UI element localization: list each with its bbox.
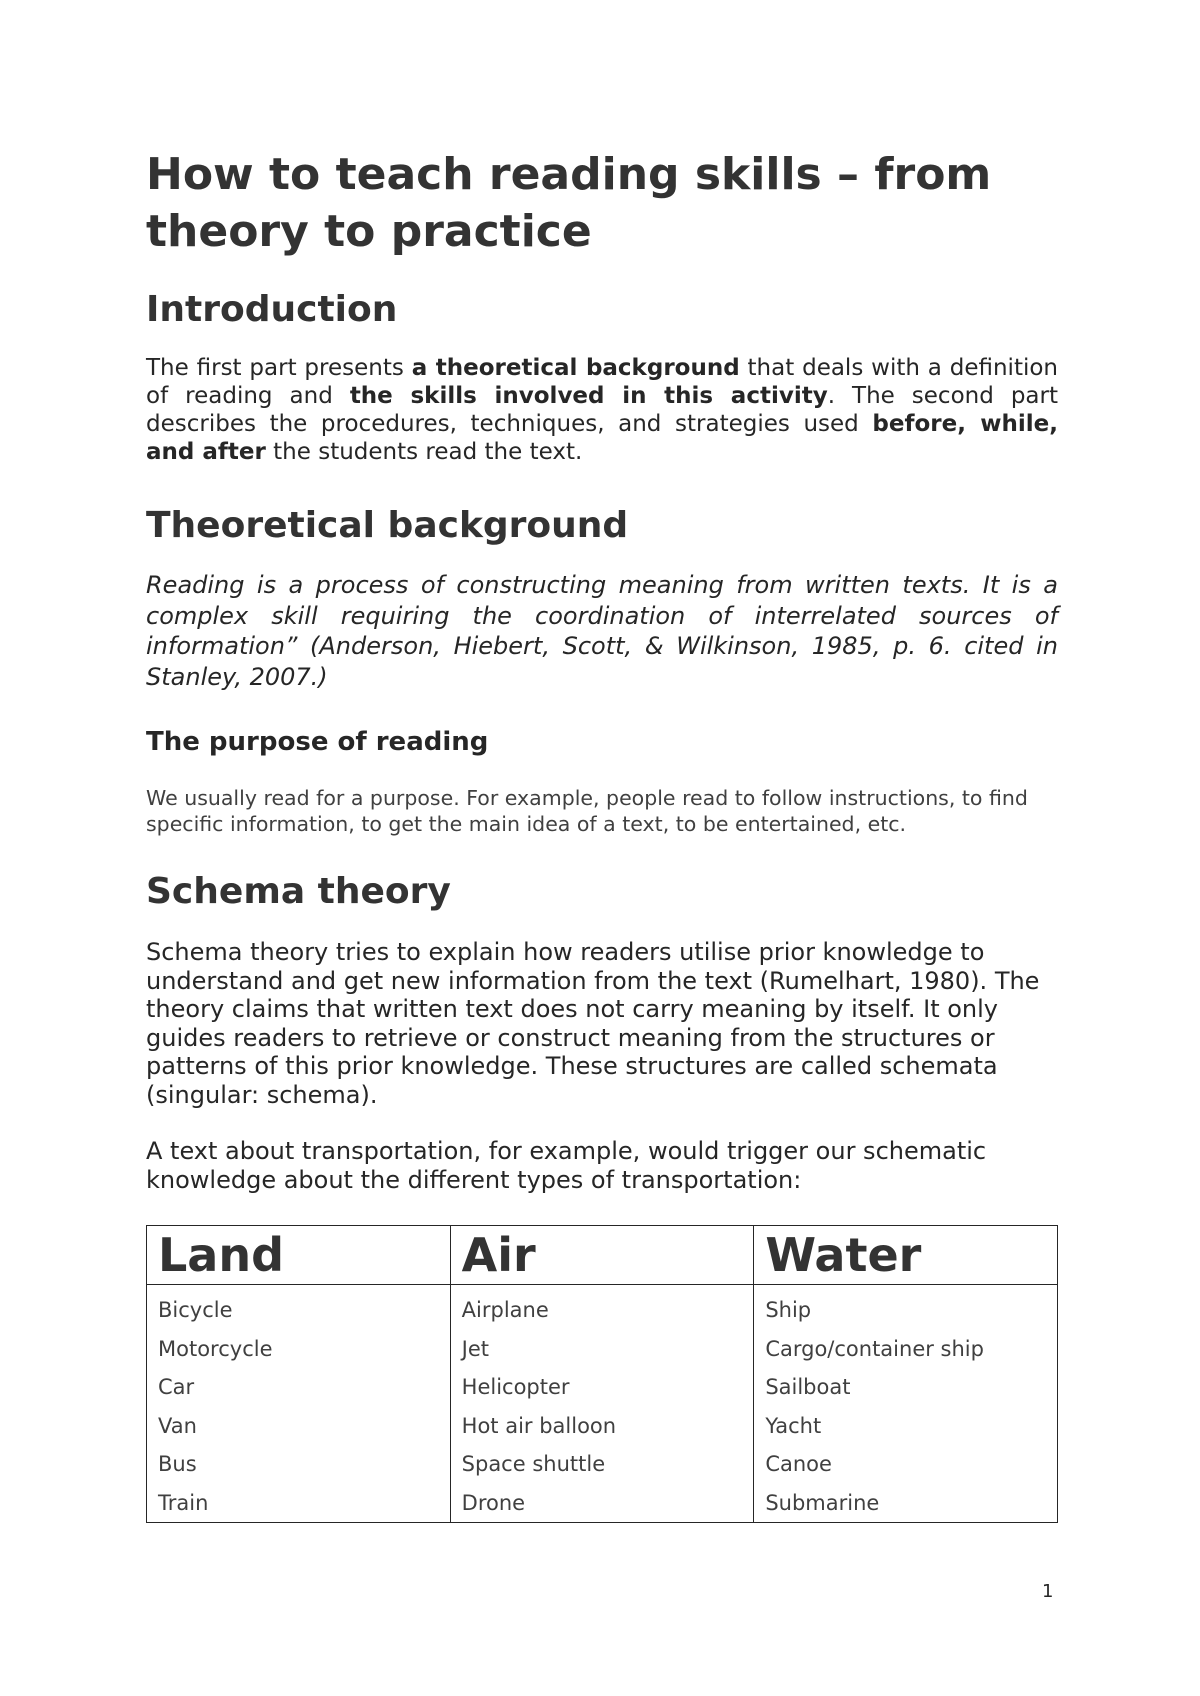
header-water: Water xyxy=(754,1226,1058,1285)
purpose-of-reading-paragraph: We usually read for a purpose. For example, people read to follow instructions, to find specific information, to get the main idea of a text, to be entertained, etc. xyxy=(146,786,1028,836)
header-land: Land xyxy=(147,1226,451,1285)
reading-definition-quote: Reading is a process of constructing meaning from written texts. It is a complex skill requiring the coordination of interrelated sources of information” (Anderson, Hiebert, Scott, & Wilkinson, 1985, p. 6. cited in Stanley, 2007.) xyxy=(146,571,1058,691)
table-cell-land: Bus xyxy=(147,1445,451,1484)
table-cell-air: Helicopter xyxy=(450,1368,754,1407)
document-title: How to teach reading skills – from theory to practice xyxy=(146,149,992,257)
table-cell-land: Van xyxy=(147,1407,451,1446)
table-cell-water: Ship xyxy=(754,1285,1058,1330)
table-cell-water: Cargo/container ship xyxy=(754,1330,1058,1369)
header-air: Air xyxy=(450,1226,754,1285)
table-cell-water: Canoe xyxy=(754,1445,1058,1484)
theoretical-background-heading: Theoretical background xyxy=(146,505,629,546)
table-cell-air: Drone xyxy=(450,1484,754,1523)
table-cell-land: Motorcycle xyxy=(147,1330,451,1369)
page-number: 1 xyxy=(1042,1581,1054,1602)
table-row xyxy=(147,1368,1058,1407)
table-cell-air: Jet xyxy=(450,1330,754,1369)
text-run: . The second part describes the procedures, techniques, and strategies used xyxy=(146,383,1058,437)
table-cell-air: Airplane xyxy=(450,1285,754,1330)
table-cell-water: Yacht xyxy=(754,1407,1058,1446)
purpose-of-reading-heading: The purpose of reading xyxy=(146,727,489,757)
bold-phrase: before, while, and after xyxy=(146,411,1058,465)
transportation-example-paragraph: A text about transportation, for example, would trigger our schematic knowledge about the different types of transportation: xyxy=(146,1137,987,1194)
table-cell-air: Hot air balloon xyxy=(450,1407,754,1446)
text-run: that deals with a definition of reading and xyxy=(146,355,1059,409)
table-cell-land: Car xyxy=(147,1368,451,1407)
introduction-heading: Introduction xyxy=(146,289,398,330)
bold-phrase: the skills involved in this activity xyxy=(349,383,828,409)
table-row xyxy=(147,1285,1058,1330)
table-body xyxy=(147,1285,1058,1523)
text-run: The first part presents xyxy=(146,355,412,381)
table-cell-water: Sailboat xyxy=(754,1368,1058,1407)
transportation-table xyxy=(146,1225,1058,1523)
table-row xyxy=(147,1484,1058,1523)
schema-theory-heading: Schema theory xyxy=(146,871,451,912)
table-header-row xyxy=(147,1226,1058,1285)
table-row xyxy=(147,1330,1058,1369)
table-cell-water: Submarine xyxy=(754,1484,1058,1523)
table-cell-land: Train xyxy=(147,1484,451,1523)
table-cell-land: Bicycle xyxy=(147,1285,451,1330)
table-cell-air: Space shuttle xyxy=(450,1445,754,1484)
table-row xyxy=(147,1407,1058,1446)
introduction-paragraph xyxy=(146,354,1058,466)
schema-theory-paragraph: Schema theory tries to explain how readers utilise prior knowledge to understand and get new information from the text (Rumelhart, 1980). The theory claims that written text does not carry meaning by itself. It only guides readers to retrieve or construct meaning from the structures or patterns of this prior knowledge. These structures are called schemata (singular: schema). xyxy=(146,938,1040,1109)
text-run: the students read the text. xyxy=(265,439,583,465)
bold-phrase: a theoretical background xyxy=(411,355,740,381)
table-row xyxy=(147,1445,1058,1484)
